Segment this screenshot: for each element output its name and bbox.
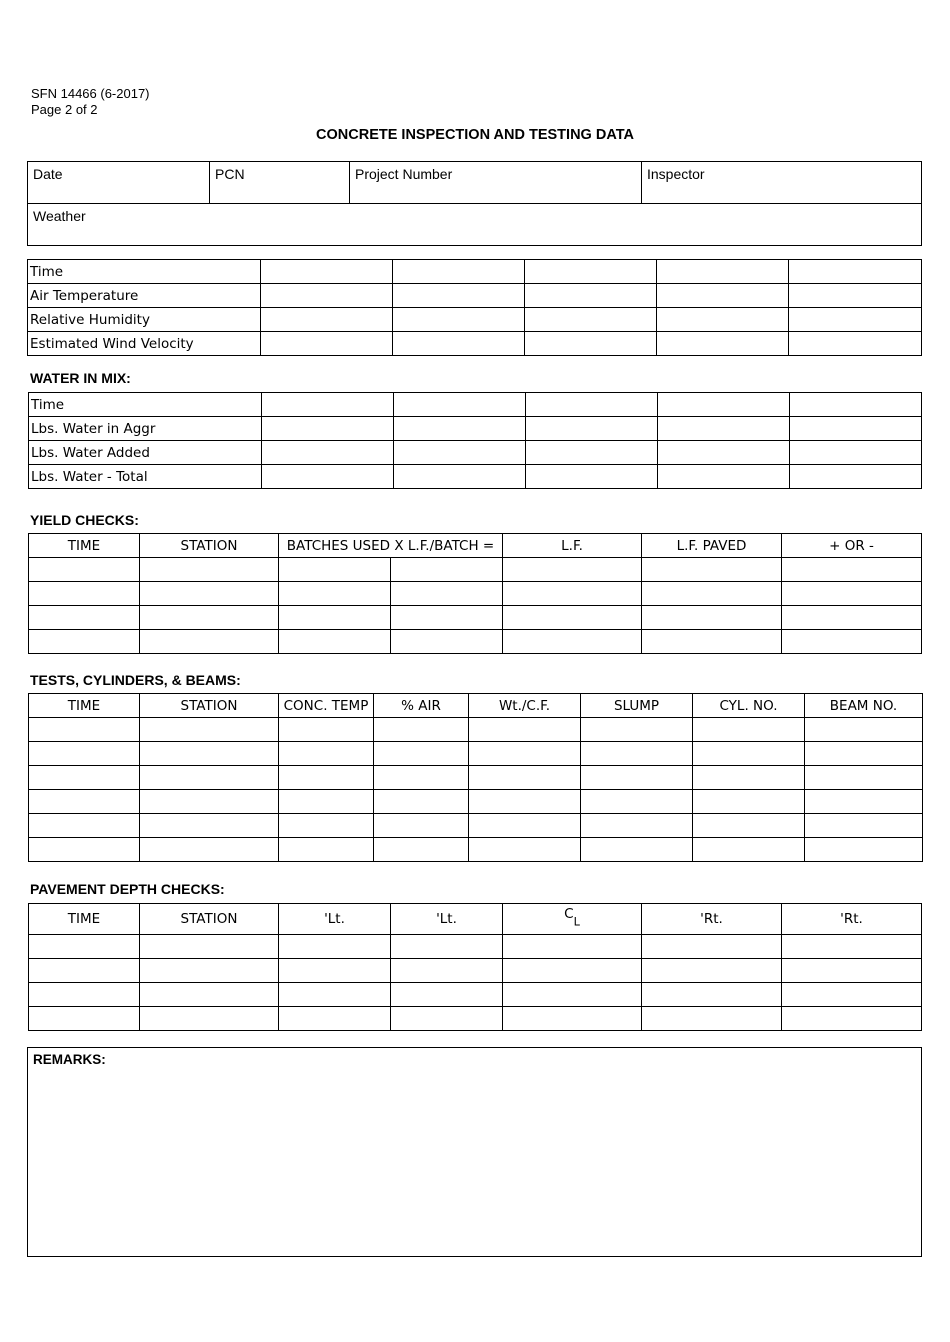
data-cell[interactable] [140, 959, 279, 983]
data-cell[interactable] [29, 935, 140, 959]
data-cell[interactable] [279, 766, 374, 790]
data-cell[interactable] [782, 935, 922, 959]
data-cell[interactable] [140, 790, 279, 814]
data-cell[interactable] [657, 308, 789, 332]
water-in-mix-heading: WATER IN MIX: [30, 370, 131, 386]
column-header: L.F. [503, 534, 642, 558]
data-cell[interactable] [469, 742, 581, 766]
data-cell[interactable] [29, 742, 140, 766]
data-cell[interactable] [782, 630, 922, 654]
pcn-label: PCN [215, 166, 245, 182]
table-header-row [29, 534, 922, 558]
yield-checks-heading: YIELD CHECKS: [30, 512, 139, 528]
data-cell[interactable] [279, 814, 374, 838]
data-cell[interactable] [391, 606, 503, 630]
data-cell[interactable] [29, 1007, 140, 1031]
data-cell[interactable] [29, 558, 140, 582]
data-cell[interactable] [657, 284, 789, 308]
data-cell[interactable] [503, 582, 642, 606]
data-cell[interactable] [525, 284, 657, 308]
data-cell[interactable] [469, 790, 581, 814]
data-cell[interactable] [790, 465, 922, 489]
data-cell[interactable] [469, 814, 581, 838]
table-row [29, 766, 923, 790]
data-cell[interactable] [526, 441, 658, 465]
column-header: Wt./C.F. [469, 694, 581, 718]
data-cell[interactable] [642, 630, 782, 654]
data-cell[interactable] [140, 582, 279, 606]
column-header: 'Rt. [782, 904, 922, 935]
data-cell[interactable] [525, 332, 657, 356]
column-header: L.F. PAVED [642, 534, 782, 558]
data-cell[interactable] [789, 284, 922, 308]
water-in-mix-table [28, 392, 922, 489]
data-cell[interactable] [782, 959, 922, 983]
column-header: CONC. TEMP [279, 694, 374, 718]
data-cell[interactable] [374, 742, 469, 766]
row-label: Lbs. Water - Total [29, 465, 262, 489]
column-header: TIME [29, 694, 140, 718]
table-header-row [29, 904, 922, 935]
data-cell[interactable] [279, 935, 391, 959]
data-cell[interactable] [262, 465, 394, 489]
data-cell[interactable] [262, 393, 394, 417]
date-label: Date [33, 166, 63, 182]
data-cell[interactable] [805, 790, 923, 814]
data-cell[interactable] [782, 606, 922, 630]
data-cell[interactable] [391, 959, 503, 983]
data-cell[interactable] [262, 441, 394, 465]
data-cell[interactable] [29, 718, 140, 742]
form-number: SFN 14466 (6-2017) [31, 86, 150, 101]
column-header: 'Rt. [642, 904, 782, 935]
data-cell[interactable] [469, 766, 581, 790]
data-cell[interactable] [581, 766, 693, 790]
row-label: Estimated Wind Velocity [28, 332, 261, 356]
data-cell[interactable] [279, 1007, 391, 1031]
data-cell[interactable] [279, 582, 391, 606]
data-cell[interactable] [790, 393, 922, 417]
data-cell[interactable] [140, 558, 279, 582]
data-cell[interactable] [140, 983, 279, 1007]
row-label: Relative Humidity [28, 308, 261, 332]
data-cell[interactable] [279, 630, 391, 654]
tests-table [28, 693, 923, 862]
data-cell[interactable] [374, 718, 469, 742]
data-cell[interactable] [503, 630, 642, 654]
centerline-header [503, 904, 642, 935]
yield-checks-table [28, 533, 922, 654]
data-cell[interactable] [391, 1007, 503, 1031]
data-cell[interactable] [790, 441, 922, 465]
column-header: BATCHES USED X L.F./BATCH = [279, 534, 503, 558]
table-row [29, 814, 923, 838]
table-row [29, 465, 922, 489]
data-cell[interactable] [657, 332, 789, 356]
weather-field[interactable] [27, 203, 922, 246]
tests-heading: TESTS, CYLINDERS, & BEAMS: [30, 672, 241, 688]
data-cell[interactable] [581, 814, 693, 838]
column-header: TIME [29, 534, 140, 558]
data-cell[interactable] [642, 606, 782, 630]
data-cell[interactable] [503, 935, 642, 959]
page-number: Page 2 of 2 [31, 102, 98, 117]
table-row [28, 260, 922, 284]
data-cell[interactable] [658, 417, 790, 441]
data-cell[interactable] [393, 308, 525, 332]
pavement-heading: PAVEMENT DEPTH CHECKS: [30, 881, 225, 897]
column-header: BEAM NO. [805, 694, 923, 718]
table-row [29, 630, 922, 654]
inspector-field[interactable] [641, 161, 922, 204]
data-cell[interactable] [581, 742, 693, 766]
row-label: Time [29, 393, 262, 417]
data-cell[interactable] [279, 959, 391, 983]
data-cell[interactable] [29, 983, 140, 1007]
column-header: % AIR [374, 694, 469, 718]
project-number-field[interactable] [349, 161, 642, 204]
data-cell[interactable] [503, 606, 642, 630]
data-cell[interactable] [805, 838, 923, 862]
data-cell[interactable] [469, 718, 581, 742]
pavement-table [28, 903, 922, 1031]
data-cell[interactable] [374, 838, 469, 862]
data-cell[interactable] [581, 838, 693, 862]
data-cell[interactable] [394, 417, 526, 441]
data-cell[interactable] [140, 718, 279, 742]
remarks-label: REMARKS: [33, 1052, 106, 1067]
data-cell[interactable] [526, 417, 658, 441]
data-cell[interactable] [782, 1007, 922, 1031]
data-cell[interactable] [642, 959, 782, 983]
table-row [29, 582, 922, 606]
data-cell[interactable] [642, 935, 782, 959]
table-row [29, 558, 922, 582]
project-number-label: Project Number [355, 166, 453, 182]
data-cell[interactable] [391, 630, 503, 654]
data-cell[interactable] [374, 790, 469, 814]
weather-label: Weather [33, 208, 86, 224]
data-cell[interactable] [29, 790, 140, 814]
table-row [29, 838, 923, 862]
data-cell[interactable] [642, 582, 782, 606]
data-cell[interactable] [526, 465, 658, 489]
centerline-subscript: L [573, 915, 580, 929]
data-cell[interactable] [782, 582, 922, 606]
data-cell[interactable] [391, 935, 503, 959]
data-cell[interactable] [658, 393, 790, 417]
column-header: SLUMP [581, 694, 693, 718]
row-label: Time [28, 260, 261, 284]
table-row [29, 959, 922, 983]
data-cell[interactable] [279, 742, 374, 766]
table-header-row [29, 694, 923, 718]
data-cell[interactable] [658, 441, 790, 465]
data-cell[interactable] [658, 465, 790, 489]
table-row [29, 606, 922, 630]
data-cell[interactable] [262, 417, 394, 441]
row-label: Lbs. Water Added [29, 441, 262, 465]
data-cell[interactable] [789, 260, 922, 284]
data-cell[interactable] [657, 260, 789, 284]
data-cell[interactable] [29, 630, 140, 654]
table-row [29, 935, 922, 959]
table-row [29, 393, 922, 417]
data-cell[interactable] [279, 558, 391, 582]
data-cell[interactable] [503, 558, 642, 582]
column-header: 'Lt. [391, 904, 503, 935]
data-cell[interactable] [140, 606, 279, 630]
column-header: 'Lt. [279, 904, 391, 935]
data-cell[interactable] [581, 718, 693, 742]
data-cell[interactable] [805, 718, 923, 742]
data-cell[interactable] [279, 606, 391, 630]
date-field[interactable] [27, 161, 210, 204]
data-cell[interactable] [391, 983, 503, 1007]
data-cell[interactable] [394, 393, 526, 417]
data-cell[interactable] [140, 814, 279, 838]
data-cell[interactable] [503, 1007, 642, 1031]
data-cell[interactable] [29, 766, 140, 790]
data-cell[interactable] [805, 766, 923, 790]
data-cell[interactable] [805, 742, 923, 766]
data-cell[interactable] [693, 718, 805, 742]
data-cell[interactable] [261, 260, 393, 284]
data-cell[interactable] [789, 308, 922, 332]
remarks-box[interactable] [27, 1047, 922, 1257]
data-cell[interactable] [279, 790, 374, 814]
data-cell[interactable] [140, 630, 279, 654]
row-label: Air Temperature [28, 284, 261, 308]
data-cell[interactable] [140, 766, 279, 790]
table-row [29, 790, 923, 814]
column-header: TIME [29, 904, 140, 935]
column-header: CYL. NO. [693, 694, 805, 718]
pcn-field[interactable] [209, 161, 350, 204]
data-cell[interactable] [693, 814, 805, 838]
data-cell[interactable] [394, 441, 526, 465]
data-cell[interactable] [693, 766, 805, 790]
data-cell[interactable] [642, 1007, 782, 1031]
data-cell[interactable] [391, 582, 503, 606]
data-cell[interactable] [693, 838, 805, 862]
data-cell[interactable] [261, 308, 393, 332]
data-cell[interactable] [790, 417, 922, 441]
data-cell[interactable] [642, 558, 782, 582]
data-cell[interactable] [782, 983, 922, 1007]
data-cell[interactable] [393, 260, 525, 284]
data-cell[interactable] [140, 838, 279, 862]
data-cell[interactable] [140, 935, 279, 959]
page-title: CONCRETE INSPECTION AND TESTING DATA [316, 127, 634, 143]
row-label: Lbs. Water in Aggr [29, 417, 262, 441]
centerline-symbol: C [564, 905, 574, 922]
table-row [29, 1007, 922, 1031]
table-row [28, 332, 922, 356]
table-row [29, 983, 922, 1007]
data-cell[interactable] [503, 959, 642, 983]
table-row [28, 284, 922, 308]
data-cell[interactable] [526, 393, 658, 417]
table-row [29, 417, 922, 441]
column-header: STATION [140, 534, 279, 558]
column-header: STATION [140, 694, 279, 718]
data-cell[interactable] [393, 284, 525, 308]
table-row [29, 718, 923, 742]
data-cell[interactable] [789, 332, 922, 356]
data-cell[interactable] [393, 332, 525, 356]
data-cell[interactable] [469, 838, 581, 862]
data-cell[interactable] [581, 790, 693, 814]
data-cell[interactable] [29, 606, 140, 630]
data-cell[interactable] [29, 838, 140, 862]
data-cell[interactable] [261, 284, 393, 308]
data-cell[interactable] [394, 465, 526, 489]
data-cell[interactable] [525, 308, 657, 332]
table-row [28, 308, 922, 332]
data-cell[interactable] [642, 983, 782, 1007]
data-cell[interactable] [279, 718, 374, 742]
inspector-label: Inspector [647, 166, 705, 182]
data-cell[interactable] [279, 838, 374, 862]
column-header: + OR - [782, 534, 922, 558]
data-cell[interactable] [693, 742, 805, 766]
data-cell[interactable] [525, 260, 657, 284]
data-cell[interactable] [693, 790, 805, 814]
data-cell[interactable] [782, 558, 922, 582]
data-cell[interactable] [374, 766, 469, 790]
data-cell[interactable] [29, 959, 140, 983]
data-cell[interactable] [374, 814, 469, 838]
data-cell[interactable] [261, 332, 393, 356]
table-row [29, 441, 922, 465]
data-cell[interactable] [279, 983, 391, 1007]
column-header: STATION [140, 904, 279, 935]
data-cell[interactable] [29, 814, 140, 838]
weather-table [27, 259, 922, 356]
data-cell[interactable] [391, 558, 503, 582]
data-cell[interactable] [805, 814, 923, 838]
data-cell[interactable] [140, 1007, 279, 1031]
table-row [29, 742, 923, 766]
data-cell[interactable] [140, 742, 279, 766]
data-cell[interactable] [503, 983, 642, 1007]
data-cell[interactable] [29, 582, 140, 606]
